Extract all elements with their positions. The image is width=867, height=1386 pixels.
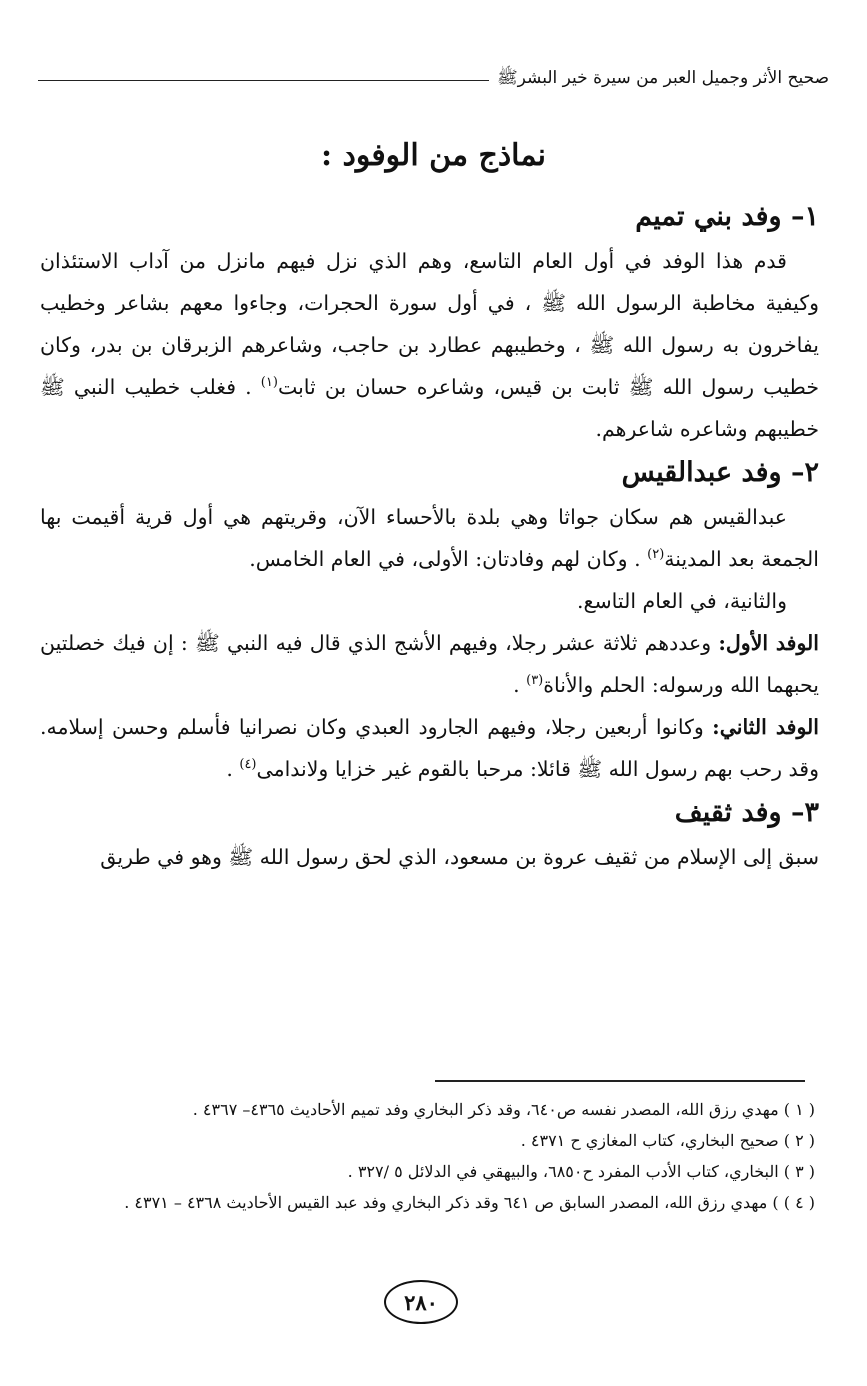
section-title: نماذج من الوفود : xyxy=(320,138,547,173)
paragraph xyxy=(40,706,819,790)
paragraph-text-after: . فغلب خطيب النبي ﷺ خطيبهم وشاعره شاعرهم. xyxy=(40,375,819,441)
footnote: ( ١ ) مهدي رزق الله، المصدر نفسه ص٦٤٠، وقد ذكر البخاري وفد تميم الأحاديث ٤٣٦٥– ٤٣٦٧ . xyxy=(192,1100,815,1119)
footnote: ( ٤ ) ) مهدي رزق الله، المصدر السابق ص ٦٤١ وقد ذكر البخاري وفد عبد القيس الأحاديث ٤٣٦٨ – ٤٣٧١ . xyxy=(124,1193,815,1212)
footnote-ref: (٣) xyxy=(526,673,544,689)
running-header xyxy=(38,64,829,94)
paragraph xyxy=(40,240,819,450)
paragraph-text: سبق إلى الإسلام من ثقيف عروة بن مسعود، الذي لحق رسول الله ﷺ وهو في طريق xyxy=(100,845,819,869)
footnote-ref: (١) xyxy=(260,375,278,391)
heading-bani-tamim: ١– وفد بني تميم xyxy=(635,201,819,232)
footnote-ref: (٤) xyxy=(239,757,257,773)
main-text xyxy=(40,194,819,878)
footnote-rule xyxy=(435,1080,805,1082)
paragraph xyxy=(40,580,819,622)
footnote-ref: (٢) xyxy=(647,547,665,563)
footnote: ( ٢ ) صحيح البخاري، كتاب المغازي ح ٤٣٧١ . xyxy=(520,1131,815,1150)
paragraph-lead: الوفد الأول: xyxy=(718,631,820,655)
footnotes xyxy=(40,1094,815,1218)
paragraph-text: وعددهم ثلاثة عشر رجلا، وفيهم الأشج الذي قال فيه النبي ﷺ : إن فيك خصلتين يحبهما الله ورسوله: الحلم والأناة xyxy=(40,631,819,697)
running-header-title: صحيح الأثر وجميل العبر من سيرة خير البشرﷺ xyxy=(497,67,829,88)
paragraph xyxy=(40,622,819,706)
paragraph-text-after: . xyxy=(513,673,527,697)
paragraph xyxy=(40,836,819,878)
paragraph-text: وكانوا أربعين رجلا، وفيهم الجارود العبدي وكان نصرانيا فأسلم وحسن إسلامه. وقد رحب بهم رسول الله ﷺ قائلا: مرحبا بالقوم غير خزايا ولاندامى xyxy=(40,715,819,781)
paragraph-text-after: . وكان لهم وفادتان: الأولى، في العام الخامس. xyxy=(249,547,648,571)
heading-abd-al-qays: ٢– وفد عبدالقيس xyxy=(621,457,819,488)
paragraph-text-after: . xyxy=(226,757,240,781)
footnote: ( ٣ ) البخاري، كتاب الأدب المفرد ح٦٨٥٠، والبيهقي في الدلائل ٥ /٣٢٧ . xyxy=(347,1162,815,1181)
paragraph xyxy=(40,496,819,580)
header-rule xyxy=(38,80,489,81)
paragraph-lead: الوفد الثاني: xyxy=(712,715,819,739)
page-number: ٢٨٠ xyxy=(384,1280,458,1324)
paragraph-text: والثانية، في العام التاسع. xyxy=(577,589,787,613)
paragraph-text: قدم هذا الوفد في أول العام التاسع، وهم الذي نزل فيهم مانزل من آداب الاستئذان وكيفية مخاطبة الرسول الله ﷺ ، في أول سورة الحجرات، وجاءوا معهم بشاعر وخطيب يفاخرون به رسول الله ﷺ ، وخطيبهم عطارد بن حاجب، وشاعرهم الزبرقان بن بدر، وكان خطيب رسول الله ﷺ ثابت بن قيس، وشاعره حسان بن ثابت xyxy=(40,249,819,399)
heading-thaqif: ٣– وفد ثقيف xyxy=(674,797,819,828)
paragraph-text: عبدالقيس هم سكان جواثا وهي بلدة بالأحساء الآن، وقريتهم هي أول قرية أقيمت بها الجمعة بعد المدينة xyxy=(40,505,819,571)
